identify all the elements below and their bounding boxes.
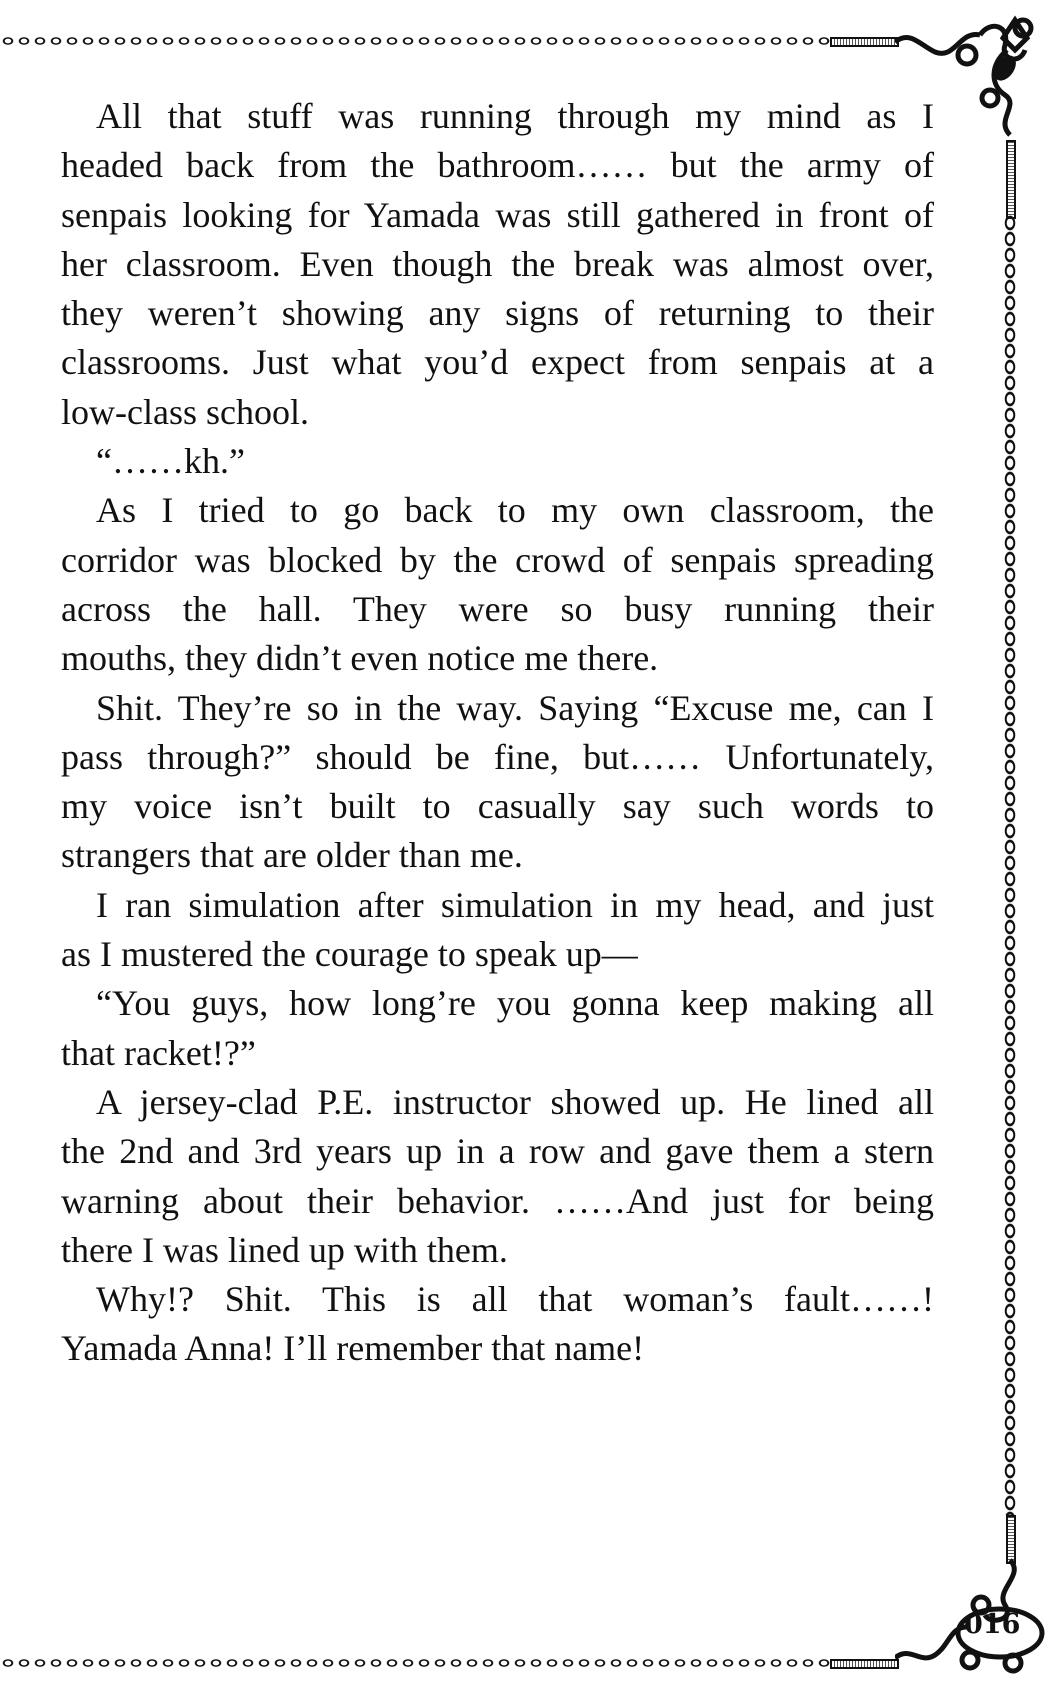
text-line: classrooms. Just what you’d expect from senpais at a	[61, 342, 934, 383]
text-line: my voice isn’t built to casually say such words to	[61, 786, 934, 827]
text-line: her classroom. Even though the break was almost over,	[61, 243, 934, 284]
body-text	[61, 92, 934, 1374]
text-line: the 2nd and 3rd years up in a row and gave them a stern	[61, 1131, 934, 1172]
text-line: “You guys, how long’re you gonna keep making all	[96, 983, 934, 1024]
top-rod	[830, 37, 899, 47]
text-line: “……kh.”	[96, 441, 245, 482]
text-line: Yamada Anna! I’ll remember that name!	[61, 1328, 645, 1369]
text-line: Shit. They’re so in the way. Saying “Excuse me, can I	[96, 687, 934, 728]
text-line: that racket!?”	[61, 1032, 256, 1073]
text-line: they weren’t showing any signs of returning to their	[61, 293, 934, 334]
text-line: senpais looking for Yamada was still gathered in front of	[61, 194, 934, 235]
text-line: All that stuff was running through my mind as I	[96, 96, 934, 136]
top-chain-border	[0, 34, 830, 48]
text-line: headed back from the bathroom…… but the army of	[61, 145, 934, 186]
text-line: low-class school.	[61, 391, 309, 432]
text-line: warning about their behavior. ……And just for being	[61, 1180, 934, 1221]
text-line: I ran simulation after simulation in my head, and just	[96, 884, 934, 925]
text-line: As I tried to go back to my own classroom, the	[96, 490, 934, 531]
right-rod-top	[1006, 140, 1016, 219]
text-line: as I mustered the courage to speak up—	[61, 934, 638, 975]
text-line: strangers that are older than me.	[61, 835, 523, 876]
text-line: mouths, they didn’t even notice me there.	[61, 638, 659, 679]
text-line: across the hall. They were so busy running their	[61, 588, 934, 629]
right-chain-border	[1003, 215, 1017, 1515]
page-number: 016	[964, 1609, 1021, 1640]
bottom-rod	[830, 1659, 899, 1669]
text-line: Why!? Shit. This is all that woman’s fault……!	[96, 1279, 934, 1320]
text-line: there I was lined up with them.	[61, 1229, 508, 1270]
text-line: corridor was blocked by the crowd of senpais spreading	[61, 539, 934, 580]
text-line: A jersey-clad P.E. instructor showed up. He lined all	[96, 1081, 934, 1122]
bottom-chain-border	[0, 1656, 830, 1670]
text-line: pass through?” should be fine, but…… Unfortunately,	[61, 736, 934, 777]
